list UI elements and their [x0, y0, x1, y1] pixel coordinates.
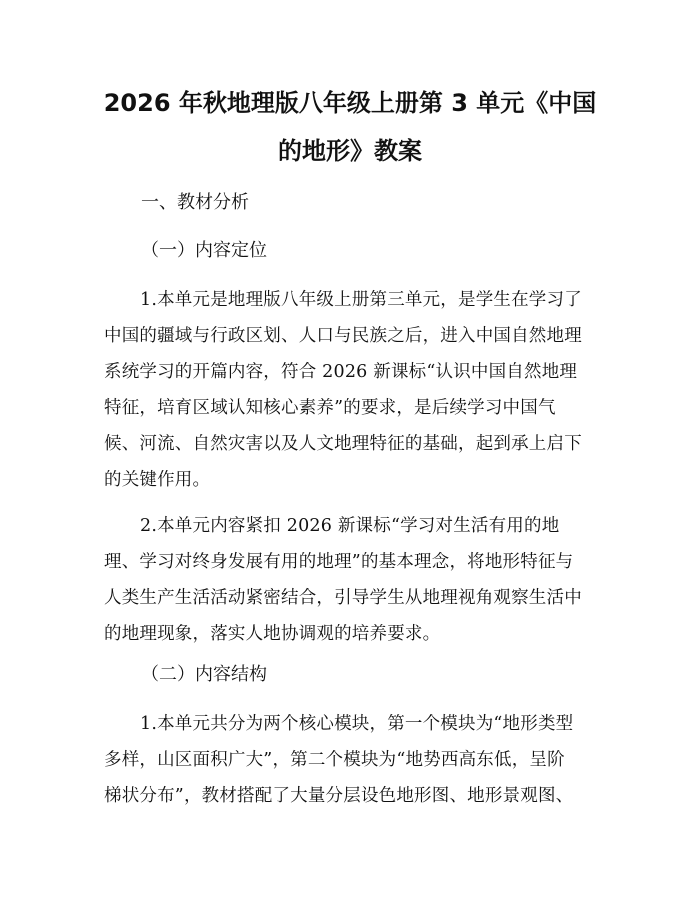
paragraph-3-line: 1.本单元共分为两个核心模块，第一个模块为“地形类型	[140, 714, 574, 734]
subsection-heading-content-structure: （二）内容结构	[141, 664, 267, 685]
paragraph-2-line: 2.本单元内容紧扣 2026 新课标“学习对生活有用的地	[140, 516, 560, 536]
paragraph-3-line: 梯状分布”，教材搭配了大量分层设色地形图、地形景观图、	[104, 786, 574, 806]
paragraph-1-line: 特征，培育区域认知核心素养”的要求，是后续学习中国气	[104, 398, 556, 418]
document-title-line-2: 的地形》教案	[278, 137, 422, 165]
paragraph-2-line: 理、学习对终身发展有用的地理”的基本理念，将地形特征与	[104, 552, 574, 572]
paragraph-3-line: 多样，山区面积广大”，第二个模块为“地势西高东低，呈阶	[104, 750, 565, 770]
paragraph-1	[104, 282, 604, 498]
subsection-heading-content-positioning: （一）内容定位	[141, 240, 267, 261]
paragraph-2-line: 人类生产生活活动紧密结合，引导学生从地理视角观察生活中	[104, 588, 582, 608]
paragraph-2	[104, 508, 604, 652]
paragraph-1-line: 的关键作用。	[104, 470, 211, 490]
paragraph-1-line: 系统学习的开篇内容，符合 2026 新课标“认识中国自然地理	[104, 362, 578, 382]
paragraph-1-line: 候、河流、自然灾害以及人文地理特征的基础，起到承上启下	[104, 434, 582, 454]
paragraph-1-line: 1.本单元是地理版八年级上册第三单元，是学生在学习了	[140, 290, 582, 310]
paragraph-1-line: 中国的疆域与行政区划、人口与民族之后，进入中国自然地理	[104, 326, 582, 346]
paragraph-2-line: 的地理现象，落实人地协调观的培养要求。	[104, 624, 441, 644]
paragraph-3	[104, 706, 604, 814]
section-heading-textbook-analysis: 一、教材分析	[141, 192, 249, 213]
document-title-line-1: 2026 年秋地理版八年级上册第 3 单元《中国	[103, 89, 597, 117]
